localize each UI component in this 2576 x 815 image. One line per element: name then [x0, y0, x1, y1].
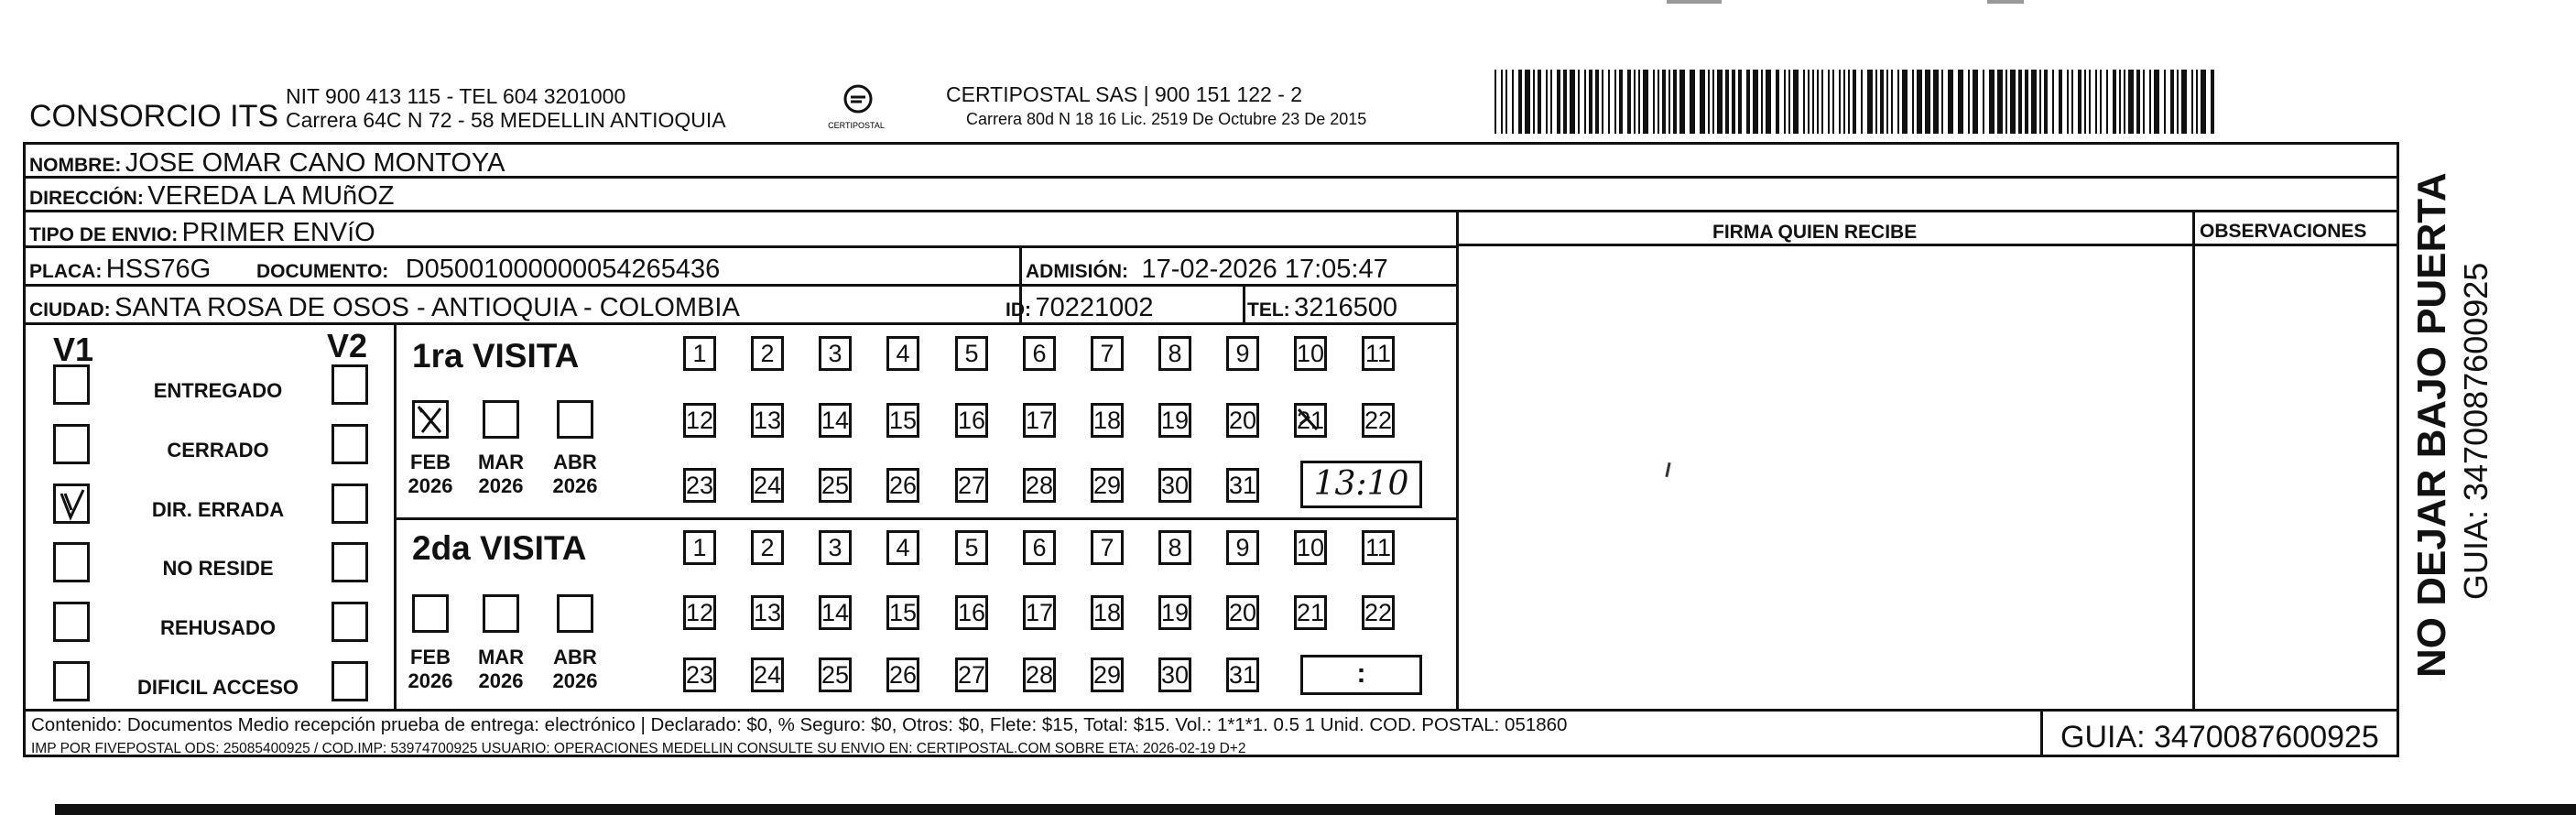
day-box[interactable]: 23 — [683, 657, 716, 692]
v2-header: V2 — [327, 327, 368, 364]
v2-checkbox[interactable] — [332, 484, 368, 524]
barcode-bar — [1589, 70, 1592, 134]
barcode-bar — [1958, 70, 1963, 134]
day-box[interactable]: 10 — [1294, 336, 1327, 371]
day-box[interactable]: 5 — [955, 530, 988, 565]
barcode-bar — [1712, 70, 1714, 134]
day-box[interactable]: 27 — [955, 657, 988, 692]
barcode-bar — [1912, 70, 1914, 134]
footer-line2: IMP POR FIVEPOSTAL ODS: 25085400925 / COD.IMP: 53974700925 USUARIO: OPERACIONES MEDELLIN CONSULTE SU ENVIO EN: CERTIPOSTAL.COM SOBRE ETA: 2026-02-19 D+2 — [31, 741, 1246, 756]
side-guia: GUIA: 3470087600925 — [2457, 262, 2494, 600]
nombre-label: NOMBRE: — [29, 155, 122, 176]
barcode-bar — [1848, 70, 1850, 134]
day-box[interactable]: 27 — [955, 468, 988, 503]
barcode-bar — [2201, 70, 2206, 134]
barcode-bar — [1761, 70, 1763, 134]
month-year: 2026 — [408, 474, 453, 497]
second-visit-time-box[interactable] — [1300, 655, 1422, 695]
barcode-bar — [1619, 70, 1623, 134]
barcode-bar — [1821, 70, 1823, 134]
day-box[interactable]: 6 — [1023, 336, 1056, 371]
company-name: CONSORCIO ITS — [29, 99, 279, 134]
placa-value: HSS76G — [105, 255, 212, 284]
check-mark-icon — [415, 403, 446, 436]
month-label: ABR — [553, 646, 597, 668]
barcode-bar — [1843, 70, 1845, 134]
day-box[interactable]: 20 — [1226, 595, 1259, 630]
second-visit-title: 2da VISITA — [412, 529, 587, 567]
day-box[interactable]: 30 — [1158, 468, 1191, 503]
barcode-bar — [1973, 70, 1978, 134]
ciudad-label: CIUDAD: — [29, 299, 111, 321]
barcode-bar — [2119, 70, 2121, 134]
day-box[interactable]: 11 — [1362, 530, 1395, 565]
barcode-bar — [2113, 70, 2116, 134]
barcode-bar — [1563, 70, 1567, 134]
carrier-logo — [810, 82, 902, 137]
barcode-bar — [1725, 70, 1729, 134]
barcode — [1495, 70, 2220, 134]
day-box[interactable]: 9 — [1226, 336, 1259, 371]
day-strike-mark — [1297, 406, 1330, 447]
documento-label: DOCUMENTO: — [256, 261, 389, 282]
barcode-bar — [1738, 70, 1742, 134]
barcode-bar — [2044, 70, 2048, 134]
company-nit: NIT 900 413 115 - TEL 604 3201000 — [286, 84, 626, 108]
day-box[interactable]: 30 — [1158, 657, 1191, 692]
v1-checkbox[interactable] — [53, 364, 90, 405]
day-box[interactable]: 25 — [819, 657, 852, 692]
month-year: 2026 — [478, 669, 524, 692]
day-box[interactable]: 8 — [1158, 336, 1191, 371]
day-box[interactable]: 16 — [955, 403, 988, 438]
row-line — [23, 322, 1456, 325]
month-checkbox[interactable] — [483, 400, 519, 439]
barcode-bar — [1793, 70, 1799, 134]
barcode-bar — [1638, 70, 1640, 134]
first-visit-time: 13:10 — [1313, 465, 1409, 503]
row-line — [394, 517, 1456, 520]
tel-label: TEL: — [1247, 299, 1290, 321]
day-box[interactable]: 16 — [955, 595, 988, 630]
side-vertical — [2399, 137, 2573, 687]
v2-checkbox[interactable] — [332, 364, 368, 405]
day-box[interactable]: 28 — [1023, 657, 1056, 692]
barcode-bar — [1732, 70, 1735, 134]
placa-label: PLACA: — [29, 261, 103, 282]
barcode-bar — [1602, 70, 1603, 134]
row-line — [1456, 244, 2399, 246]
footer-guia: GUIA: 3470087600925 — [2060, 720, 2379, 755]
barcode-bar — [1867, 70, 1873, 134]
barcode-bar — [2089, 70, 2091, 134]
v2-checkbox[interactable] — [332, 661, 368, 701]
day-box[interactable]: 19 — [1158, 595, 1191, 630]
footer-line1: Contenido: Documentos Medio recepción prueba de entrega: electrónico | Declarado: $0, % Seguro: $0, Otros: $0, Flete: $15, Total: $15. Vol.: 1*1*1. 0.5 1 Unid. COD. POSTAL: 051860 — [31, 714, 1568, 735]
day-box[interactable]: 25 — [819, 468, 852, 503]
day-box[interactable]: 29 — [1091, 468, 1124, 503]
admision-value: 17-02-2026 17:05:47 — [1141, 255, 1388, 284]
day-box[interactable]: 26 — [886, 468, 919, 503]
month-checkbox[interactable] — [483, 594, 519, 633]
tipo-label: TIPO DE ENVIO: — [29, 224, 179, 245]
barcode-bar — [1880, 70, 1884, 134]
day-box[interactable]: 13 — [751, 595, 784, 630]
day-box[interactable]: 17 — [1023, 595, 1056, 630]
month-year: 2026 — [408, 669, 453, 692]
direccion-value: VEREDA LA MUñOZ — [147, 181, 395, 211]
day-box[interactable]: 3 — [819, 336, 852, 371]
barcode-bar — [2071, 70, 2073, 134]
documento-value: D05001000000054265436 — [405, 255, 721, 284]
ciudad-value: SANTA ROSA DE OSOS - ANTIOQUIA - COLOMBIA — [114, 293, 740, 322]
day-box[interactable]: 2 — [751, 530, 784, 565]
col-line — [2192, 210, 2195, 709]
admision-label: ADMISIÓN: — [1026, 261, 1128, 282]
day-box[interactable]: 13 — [751, 403, 784, 438]
month-year: 2026 — [552, 669, 598, 692]
barcode-bar — [1788, 70, 1790, 134]
day-box[interactable]: 18 — [1091, 403, 1124, 438]
day-box[interactable]: 8 — [1158, 530, 1191, 565]
month-checkbox[interactable] — [557, 400, 593, 439]
day-box[interactable]: 15 — [886, 595, 919, 630]
month-label: FEB — [410, 451, 451, 473]
tipo-value: PRIMER ENVíO — [181, 218, 375, 247]
barcode-bar — [1501, 70, 1503, 134]
day-box[interactable]: 18 — [1091, 595, 1124, 630]
barcode-bar — [1658, 70, 1659, 134]
day-box[interactable]: 12 — [683, 595, 716, 630]
day-box[interactable]: 24 — [751, 468, 784, 503]
second-visit-time: : — [1356, 658, 1366, 689]
col-line — [1456, 210, 1459, 709]
day-box[interactable]: 31 — [1226, 468, 1259, 503]
day-box[interactable]: 9 — [1226, 530, 1259, 565]
barcode-bar — [1679, 70, 1685, 134]
barcode-bar — [2106, 70, 2108, 134]
company-address: Carrera 64C N 72 - 58 MEDELLIN ANTIOQUIA — [286, 108, 726, 132]
status-option-label: REHUSADO — [160, 616, 276, 639]
day-box[interactable]: 12 — [683, 403, 716, 438]
month-label: FEB — [410, 646, 451, 668]
month-checkbox[interactable] — [557, 594, 593, 633]
barcode-bar — [2005, 70, 2007, 134]
barcode-bar — [1808, 70, 1810, 134]
barcode-bar — [1917, 70, 1922, 134]
barcode-bar — [1538, 70, 1541, 134]
barcode-bar — [2181, 70, 2187, 134]
barcode-bar — [1828, 70, 1830, 134]
barcode-bar — [1495, 70, 1496, 134]
id-value: 70221002 — [1035, 293, 1154, 322]
direccion-label: DIRECCIÓN: — [29, 188, 144, 209]
day-box[interactable]: 5 — [955, 336, 988, 371]
nombre-value: JOSE OMAR CANO MONTOYA — [125, 148, 505, 178]
month-year: 2026 — [552, 474, 598, 497]
barcode-bar — [2124, 70, 2125, 134]
barcode-bar — [1627, 70, 1631, 134]
day-box[interactable]: 1 — [683, 336, 716, 371]
barcode-bar — [2143, 70, 2145, 134]
barcode-bar — [2059, 70, 2062, 134]
scan-mark — [1987, 0, 2024, 4]
day-box[interactable]: 20 — [1226, 403, 1259, 438]
day-box[interactable]: 11 — [1362, 336, 1395, 371]
status-option-label: DIFICIL ACCESO — [136, 676, 299, 699]
barcode-bar — [2149, 70, 2151, 134]
status-option-label: DIR. ERRADA — [151, 498, 285, 521]
first-visit-title: 1ra VISITA — [412, 337, 580, 375]
form-frame — [23, 142, 2399, 757]
day-box[interactable]: 22 — [1362, 403, 1395, 438]
barcode-bar — [2100, 70, 2102, 134]
barcode-bar — [2136, 70, 2140, 134]
barcode-bar — [1812, 70, 1814, 134]
barcode-bar — [1673, 70, 1677, 134]
barcode-bar — [1614, 70, 1616, 134]
barcode-bar — [2018, 70, 2022, 134]
barcode-bar — [1533, 70, 1535, 134]
tel-value: 3216500 — [1294, 293, 1398, 322]
barcode-bar — [1557, 70, 1560, 134]
barcode-bar — [1595, 70, 1599, 134]
barcode-bar — [1875, 70, 1877, 134]
barcode-bar — [1886, 70, 1888, 134]
scan-mark — [1667, 0, 1722, 4]
barcode-bar — [1512, 70, 1514, 134]
barcode-bar — [1891, 70, 1893, 134]
barcode-bar — [2078, 70, 2081, 134]
day-box[interactable]: 22 — [1362, 595, 1395, 630]
barcode-bar — [1776, 70, 1779, 134]
barcode-bar — [1708, 70, 1710, 134]
barcode-bar — [1550, 70, 1552, 134]
day-box[interactable]: 28 — [1023, 468, 1056, 503]
barcode-bar — [1983, 70, 1984, 134]
barcode-bar — [1832, 70, 1834, 134]
id-label: ID: — [1005, 299, 1031, 321]
barcode-bar — [1700, 70, 1705, 134]
barcode-bar — [1925, 70, 1930, 134]
v1-checkbox[interactable] — [53, 484, 90, 524]
day-box[interactable]: 3 — [819, 530, 852, 565]
status-option-label: NO RESIDE — [162, 557, 274, 580]
month-year: 2026 — [478, 474, 524, 497]
barcode-bar — [1902, 70, 1908, 134]
barcode-bar — [1766, 70, 1771, 134]
barcode-bar — [1584, 70, 1586, 134]
day-box[interactable]: 2 — [751, 336, 784, 371]
barcode-bar — [1753, 70, 1758, 134]
barcode-bar — [2025, 70, 2028, 134]
day-box[interactable]: 31 — [1226, 657, 1259, 692]
day-box[interactable]: 15 — [886, 403, 919, 438]
day-box[interactable]: 14 — [819, 595, 852, 630]
barcode-bar — [1853, 70, 1856, 134]
day-box[interactable]: 26 — [886, 657, 919, 692]
svg-text:CERTIPOSTAL: CERTIPOSTAL — [828, 121, 885, 130]
col-line — [394, 322, 397, 709]
barcode-bar — [2095, 70, 2097, 134]
firma-label: FIRMA QUIEN RECIBE — [1712, 222, 1918, 243]
barcode-bar — [1839, 70, 1841, 134]
day-box[interactable]: 7 — [1091, 336, 1124, 371]
day-box[interactable]: 21 — [1294, 595, 1327, 630]
barcode-bar — [2154, 70, 2159, 134]
barcode-bar — [1941, 70, 1943, 134]
barcode-bar — [1525, 70, 1530, 134]
barcode-bar — [1608, 70, 1610, 134]
barcode-bar — [1668, 70, 1670, 134]
day-box[interactable]: 14 — [819, 403, 852, 438]
barcode-bar — [1784, 70, 1786, 134]
barcode-bar — [1690, 70, 1695, 134]
day-box[interactable]: 1 — [683, 530, 716, 565]
scan-edge — [55, 804, 2576, 815]
barcode-bar — [2177, 70, 2179, 134]
v1-checkbox[interactable] — [53, 424, 90, 464]
day-box[interactable]: 17 — [1023, 403, 1056, 438]
barcode-bar — [1997, 70, 2003, 134]
month-label: MAR — [477, 451, 525, 473]
barcode-bar — [2211, 70, 2214, 134]
barcode-bar — [1634, 70, 1636, 134]
barcode-bar — [1643, 70, 1648, 134]
barcode-bar — [1518, 70, 1522, 134]
v1-header: V1 — [53, 331, 94, 368]
barcode-bar — [2196, 70, 2198, 134]
v1-checkbox[interactable] — [53, 661, 90, 701]
barcode-bar — [2128, 70, 2134, 134]
side-warning: NO DEJAR BAJO PUERTA — [2409, 172, 2454, 678]
barcode-bar — [1933, 70, 1939, 134]
barcode-bar — [2067, 70, 2069, 134]
check-mark-icon — [56, 486, 87, 521]
barcode-bar — [1717, 70, 1723, 134]
barcode-bar — [2164, 70, 2166, 134]
barcode-bar — [2039, 70, 2041, 134]
barcode-bar — [1948, 70, 1953, 134]
status-option-label: ENTREGADO — [153, 379, 283, 402]
v2-checkbox[interactable] — [332, 542, 368, 582]
barcode-bar — [1968, 70, 1970, 134]
barcode-bar — [2191, 70, 2193, 134]
barcode-bar — [1662, 70, 1666, 134]
barcode-bar — [2010, 70, 2016, 134]
col-line — [2040, 709, 2043, 757]
barcode-bar — [1897, 70, 1899, 134]
barcode-bar — [2031, 70, 2037, 134]
barcode-bar — [1746, 70, 1750, 134]
day-box[interactable]: 7 — [1091, 530, 1124, 565]
day-box[interactable]: 4 — [886, 530, 919, 565]
row-line — [23, 284, 1456, 287]
barcode-bar — [1989, 70, 1994, 134]
day-box[interactable]: 21 — [1294, 403, 1327, 438]
day-box[interactable]: 29 — [1091, 657, 1124, 692]
barcode-bar — [1570, 70, 1575, 134]
barcode-bar — [1817, 70, 1819, 134]
first-visit-time-box[interactable] — [1300, 461, 1422, 508]
barcode-bar — [2084, 70, 2086, 134]
col-line — [1243, 284, 1245, 322]
barcode-bar — [2170, 70, 2174, 134]
v2-checkbox[interactable] — [332, 424, 368, 464]
barcode-bar — [1546, 70, 1548, 134]
month-label: ABR — [553, 451, 597, 473]
barcode-bar — [1861, 70, 1863, 134]
day-box[interactable]: 23 — [683, 468, 716, 503]
month-checkbox[interactable] — [412, 400, 449, 439]
observaciones-label: OBSERVACIONES — [2200, 221, 2367, 242]
carrier-name: CERTIPOSTAL SAS | 900 151 122 - 2 — [946, 82, 1303, 106]
carrier-address: Carrera 80d N 18 16 Lic. 2519 De Octubre 23 De 2015 — [966, 110, 1367, 128]
v1-checkbox[interactable] — [53, 602, 90, 642]
day-box[interactable]: 10 — [1294, 530, 1327, 565]
barcode-bar — [1803, 70, 1805, 134]
barcode-bar — [1505, 70, 1507, 134]
month-label: MAR — [477, 646, 525, 668]
barcode-bar — [2052, 70, 2054, 134]
status-option-label: CERRADO — [167, 439, 269, 462]
day-box[interactable]: 24 — [751, 657, 784, 692]
v1-checkbox[interactable] — [53, 542, 90, 582]
barcode-bar — [1653, 70, 1655, 134]
v2-checkbox[interactable] — [332, 602, 368, 642]
barcode-bar — [1578, 70, 1580, 134]
month-checkbox[interactable] — [412, 594, 449, 633]
day-box[interactable]: 19 — [1158, 403, 1191, 438]
day-box[interactable]: 4 — [886, 336, 919, 371]
day-box[interactable]: 6 — [1023, 530, 1056, 565]
